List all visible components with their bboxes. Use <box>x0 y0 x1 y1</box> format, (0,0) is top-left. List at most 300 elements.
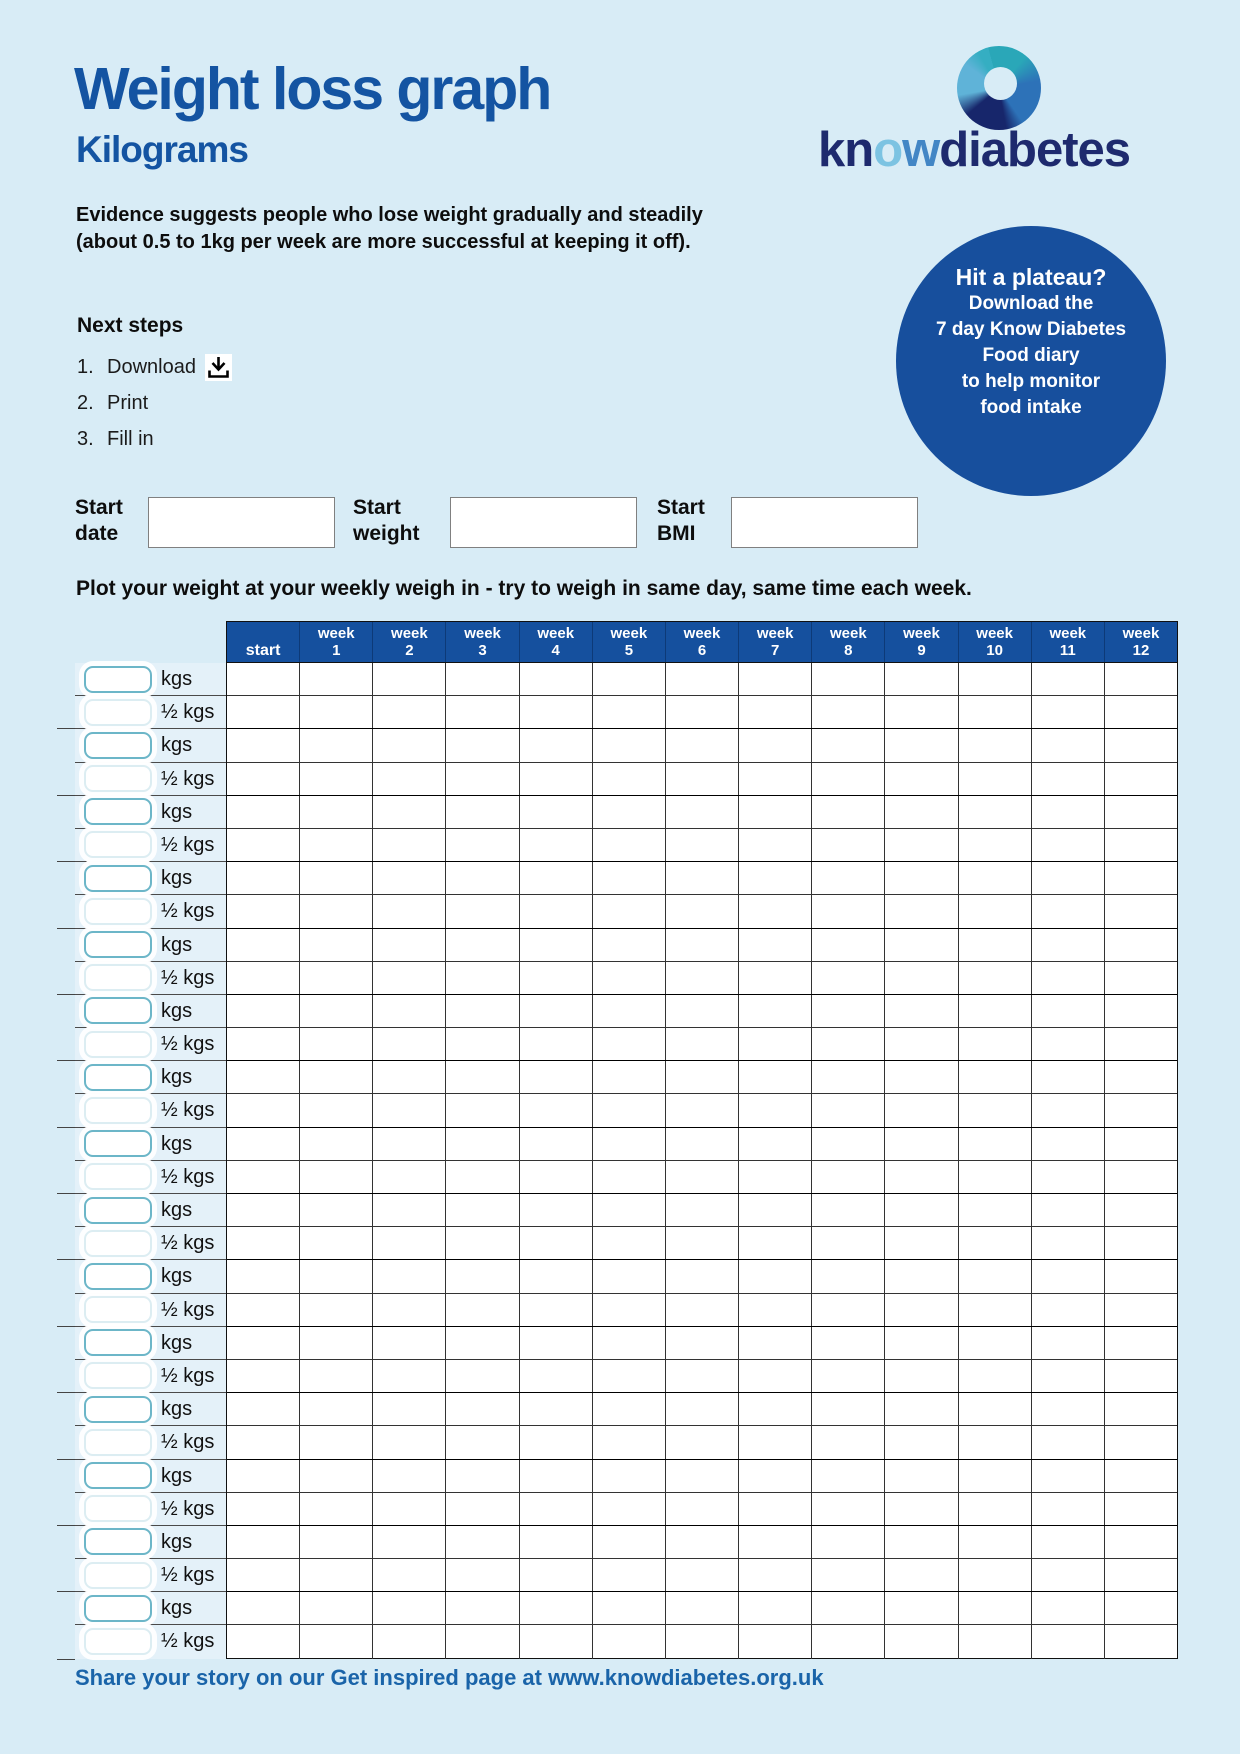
grid-cell[interactable] <box>300 1327 373 1359</box>
grid-cell[interactable] <box>300 829 373 861</box>
grid-cell[interactable] <box>1105 1360 1177 1392</box>
grid-cell[interactable] <box>739 1526 812 1558</box>
footer-link[interactable]: www.knowdiabetes.org.uk <box>548 1665 824 1690</box>
weight-value-input[interactable] <box>84 1130 152 1157</box>
grid-cell[interactable] <box>593 663 666 695</box>
grid-cell[interactable] <box>885 895 958 927</box>
grid-cell[interactable] <box>1032 796 1105 828</box>
grid-cell[interactable] <box>227 1327 300 1359</box>
grid-cell[interactable] <box>446 1028 519 1060</box>
grid-cell[interactable] <box>520 763 593 795</box>
grid-cell[interactable] <box>520 1460 593 1492</box>
grid-cell[interactable] <box>1105 1094 1177 1126</box>
grid-cell[interactable] <box>227 929 300 961</box>
grid-cell[interactable] <box>300 962 373 994</box>
grid-cell[interactable] <box>959 1360 1032 1392</box>
grid-cell[interactable] <box>520 1526 593 1558</box>
grid-cell[interactable] <box>885 763 958 795</box>
grid-cell[interactable] <box>300 862 373 894</box>
grid-cell[interactable] <box>227 1061 300 1093</box>
grid-cell[interactable] <box>885 1493 958 1525</box>
grid-cell[interactable] <box>1032 1260 1105 1292</box>
grid-cell[interactable] <box>739 1360 812 1392</box>
grid-cell[interactable] <box>593 1426 666 1458</box>
grid-cell[interactable] <box>520 1061 593 1093</box>
grid-cell[interactable] <box>739 1592 812 1624</box>
grid-cell[interactable] <box>1032 696 1105 728</box>
grid-cell[interactable] <box>885 995 958 1027</box>
grid-cell[interactable] <box>373 1028 446 1060</box>
grid-cell[interactable] <box>1032 1327 1105 1359</box>
grid-cell[interactable] <box>227 1426 300 1458</box>
grid-cell[interactable] <box>227 1526 300 1558</box>
grid-cell[interactable] <box>593 862 666 894</box>
grid-cell[interactable] <box>1105 829 1177 861</box>
grid-cell[interactable] <box>885 862 958 894</box>
grid-cell[interactable] <box>885 962 958 994</box>
weight-value-input[interactable] <box>84 1595 152 1622</box>
grid-cell[interactable] <box>885 1460 958 1492</box>
grid-cell[interactable] <box>739 1260 812 1292</box>
grid-cell[interactable] <box>593 1194 666 1226</box>
grid-cell[interactable] <box>1105 1592 1177 1624</box>
grid-cell[interactable] <box>812 1128 885 1160</box>
grid-cell[interactable] <box>812 862 885 894</box>
grid-cell[interactable] <box>812 1625 885 1658</box>
grid-cell[interactable] <box>959 995 1032 1027</box>
grid-cell[interactable] <box>959 763 1032 795</box>
weight-value-input[interactable] <box>84 798 152 825</box>
grid-cell[interactable] <box>520 1161 593 1193</box>
grid-cell[interactable] <box>300 895 373 927</box>
grid-cell[interactable] <box>300 729 373 761</box>
grid-cell[interactable] <box>1105 1526 1177 1558</box>
grid-cell[interactable] <box>959 696 1032 728</box>
grid-cell[interactable] <box>812 1493 885 1525</box>
grid-cell[interactable] <box>300 663 373 695</box>
grid-cell[interactable] <box>885 1526 958 1558</box>
grid-cell[interactable] <box>300 1061 373 1093</box>
weight-value-input[interactable] <box>84 1495 152 1522</box>
grid-cell[interactable] <box>1032 995 1105 1027</box>
grid-cell[interactable] <box>739 729 812 761</box>
grid-cell[interactable] <box>373 962 446 994</box>
grid-cell[interactable] <box>593 1592 666 1624</box>
grid-cell[interactable] <box>373 1360 446 1392</box>
grid-cell[interactable] <box>446 796 519 828</box>
grid-cell[interactable] <box>520 1128 593 1160</box>
weight-value-input[interactable] <box>84 1296 152 1323</box>
grid-cell[interactable] <box>520 1426 593 1458</box>
grid-cell[interactable] <box>520 696 593 728</box>
grid-cell[interactable] <box>446 862 519 894</box>
grid-cell[interactable] <box>1105 1625 1177 1658</box>
grid-cell[interactable] <box>300 1526 373 1558</box>
grid-cell[interactable] <box>227 1028 300 1060</box>
grid-cell[interactable] <box>593 1128 666 1160</box>
grid-cell[interactable] <box>300 1194 373 1226</box>
grid-cell[interactable] <box>446 1327 519 1359</box>
grid-cell[interactable] <box>520 862 593 894</box>
grid-cell[interactable] <box>885 1559 958 1591</box>
grid-cell[interactable] <box>666 1493 739 1525</box>
grid-cell[interactable] <box>1105 1493 1177 1525</box>
grid-cell[interactable] <box>666 929 739 961</box>
grid-cell[interactable] <box>666 1327 739 1359</box>
grid-cell[interactable] <box>593 1559 666 1591</box>
grid-cell[interactable] <box>520 1393 593 1425</box>
grid-cell[interactable] <box>593 1260 666 1292</box>
grid-cell[interactable] <box>373 1460 446 1492</box>
grid-cell[interactable] <box>812 1559 885 1591</box>
grid-cell[interactable] <box>520 895 593 927</box>
grid-cell[interactable] <box>520 1493 593 1525</box>
grid-cell[interactable] <box>812 1526 885 1558</box>
grid-cell[interactable] <box>666 1592 739 1624</box>
grid-cell[interactable] <box>1032 663 1105 695</box>
grid-cell[interactable] <box>446 1625 519 1658</box>
grid-cell[interactable] <box>300 1460 373 1492</box>
grid-cell[interactable] <box>959 862 1032 894</box>
grid-cell[interactable] <box>959 1460 1032 1492</box>
grid-cell[interactable] <box>300 1161 373 1193</box>
grid-cell[interactable] <box>373 663 446 695</box>
grid-cell[interactable] <box>1032 1625 1105 1658</box>
grid-cell[interactable] <box>227 1393 300 1425</box>
grid-cell[interactable] <box>812 1360 885 1392</box>
grid-cell[interactable] <box>520 1625 593 1658</box>
grid-cell[interactable] <box>227 663 300 695</box>
grid-cell[interactable] <box>373 1294 446 1326</box>
weight-value-input[interactable] <box>84 865 152 892</box>
grid-cell[interactable] <box>593 763 666 795</box>
grid-cell[interactable] <box>446 663 519 695</box>
grid-cell[interactable] <box>593 1327 666 1359</box>
grid-cell[interactable] <box>446 1094 519 1126</box>
grid-cell[interactable] <box>446 929 519 961</box>
grid-cell[interactable] <box>739 895 812 927</box>
weight-value-input[interactable] <box>84 964 152 991</box>
grid-cell[interactable] <box>300 1260 373 1292</box>
grid-cell[interactable] <box>885 1360 958 1392</box>
grid-cell[interactable] <box>666 663 739 695</box>
weight-value-input[interactable] <box>84 1197 152 1224</box>
grid-cell[interactable] <box>885 663 958 695</box>
grid-cell[interactable] <box>885 1592 958 1624</box>
grid-cell[interactable] <box>959 962 1032 994</box>
grid-cell[interactable] <box>959 1194 1032 1226</box>
grid-cell[interactable] <box>739 1094 812 1126</box>
grid-cell[interactable] <box>1032 1094 1105 1126</box>
weight-value-input[interactable] <box>84 997 152 1024</box>
grid-cell[interactable] <box>1032 1194 1105 1226</box>
grid-cell[interactable] <box>739 962 812 994</box>
grid-cell[interactable] <box>300 763 373 795</box>
grid-cell[interactable] <box>373 1625 446 1658</box>
grid-cell[interactable] <box>666 1260 739 1292</box>
grid-cell[interactable] <box>885 929 958 961</box>
grid-cell[interactable] <box>300 696 373 728</box>
grid-cell[interactable] <box>959 1559 1032 1591</box>
grid-cell[interactable] <box>227 696 300 728</box>
grid-cell[interactable] <box>739 796 812 828</box>
grid-cell[interactable] <box>446 895 519 927</box>
grid-cell[interactable] <box>227 1194 300 1226</box>
grid-cell[interactable] <box>593 796 666 828</box>
grid-cell[interactable] <box>739 1393 812 1425</box>
grid-cell[interactable] <box>227 1094 300 1126</box>
start-weight-input[interactable] <box>450 497 637 548</box>
grid-cell[interactable] <box>885 729 958 761</box>
grid-cell[interactable] <box>300 1393 373 1425</box>
grid-cell[interactable] <box>812 829 885 861</box>
grid-cell[interactable] <box>227 1161 300 1193</box>
grid-cell[interactable] <box>227 962 300 994</box>
weight-value-input[interactable] <box>84 1396 152 1423</box>
grid-cell[interactable] <box>1105 995 1177 1027</box>
grid-cell[interactable] <box>520 1294 593 1326</box>
grid-cell[interactable] <box>373 829 446 861</box>
grid-cell[interactable] <box>227 1460 300 1492</box>
weight-value-input[interactable] <box>84 765 152 792</box>
grid-cell[interactable] <box>1105 1294 1177 1326</box>
grid-cell[interactable] <box>227 1128 300 1160</box>
grid-cell[interactable] <box>520 729 593 761</box>
grid-cell[interactable] <box>1032 1227 1105 1259</box>
grid-cell[interactable] <box>593 995 666 1027</box>
grid-cell[interactable] <box>1105 962 1177 994</box>
grid-cell[interactable] <box>520 962 593 994</box>
grid-cell[interactable] <box>446 763 519 795</box>
grid-cell[interactable] <box>885 796 958 828</box>
grid-cell[interactable] <box>1105 862 1177 894</box>
grid-cell[interactable] <box>373 763 446 795</box>
grid-cell[interactable] <box>1032 763 1105 795</box>
grid-cell[interactable] <box>446 1526 519 1558</box>
grid-cell[interactable] <box>227 763 300 795</box>
grid-cell[interactable] <box>373 1592 446 1624</box>
grid-cell[interactable] <box>885 1227 958 1259</box>
grid-cell[interactable] <box>227 1294 300 1326</box>
grid-cell[interactable] <box>812 1592 885 1624</box>
grid-cell[interactable] <box>885 1327 958 1359</box>
weight-value-input[interactable] <box>84 1329 152 1356</box>
grid-cell[interactable] <box>812 1227 885 1259</box>
grid-cell[interactable] <box>739 763 812 795</box>
grid-cell[interactable] <box>446 1061 519 1093</box>
grid-cell[interactable] <box>812 1194 885 1226</box>
grid-cell[interactable] <box>446 1161 519 1193</box>
grid-cell[interactable] <box>1032 895 1105 927</box>
grid-cell[interactable] <box>593 895 666 927</box>
weight-value-input[interactable] <box>84 1362 152 1389</box>
grid-cell[interactable] <box>959 796 1032 828</box>
grid-cell[interactable] <box>593 696 666 728</box>
grid-cell[interactable] <box>959 895 1032 927</box>
weight-value-input[interactable] <box>84 1263 152 1290</box>
weight-value-input[interactable] <box>84 1097 152 1124</box>
grid-cell[interactable] <box>812 1294 885 1326</box>
grid-cell[interactable] <box>1032 862 1105 894</box>
grid-cell[interactable] <box>373 1061 446 1093</box>
grid-cell[interactable] <box>227 729 300 761</box>
grid-cell[interactable] <box>593 1028 666 1060</box>
grid-cell[interactable] <box>959 1393 1032 1425</box>
grid-cell[interactable] <box>812 995 885 1027</box>
grid-cell[interactable] <box>739 1493 812 1525</box>
grid-cell[interactable] <box>1105 729 1177 761</box>
grid-cell[interactable] <box>593 1161 666 1193</box>
grid-cell[interactable] <box>300 1493 373 1525</box>
grid-cell[interactable] <box>885 1194 958 1226</box>
grid-cell[interactable] <box>300 1559 373 1591</box>
grid-cell[interactable] <box>959 1161 1032 1193</box>
grid-cell[interactable] <box>446 1260 519 1292</box>
grid-cell[interactable] <box>300 1094 373 1126</box>
grid-cell[interactable] <box>739 1460 812 1492</box>
grid-cell[interactable] <box>739 1161 812 1193</box>
grid-cell[interactable] <box>666 962 739 994</box>
grid-cell[interactable] <box>812 1161 885 1193</box>
grid-cell[interactable] <box>1032 1128 1105 1160</box>
grid-cell[interactable] <box>885 1294 958 1326</box>
grid-cell[interactable] <box>666 1294 739 1326</box>
grid-cell[interactable] <box>446 1592 519 1624</box>
grid-cell[interactable] <box>593 729 666 761</box>
grid-cell[interactable] <box>666 1526 739 1558</box>
grid-cell[interactable] <box>666 862 739 894</box>
grid-cell[interactable] <box>1105 1559 1177 1591</box>
grid-cell[interactable] <box>739 663 812 695</box>
grid-cell[interactable] <box>227 1360 300 1392</box>
grid-cell[interactable] <box>446 1128 519 1160</box>
grid-cell[interactable] <box>959 1625 1032 1658</box>
grid-cell[interactable] <box>520 1094 593 1126</box>
grid-cell[interactable] <box>446 1360 519 1392</box>
grid-cell[interactable] <box>1032 829 1105 861</box>
grid-cell[interactable] <box>666 696 739 728</box>
grid-cell[interactable] <box>666 1360 739 1392</box>
grid-cell[interactable] <box>812 1094 885 1126</box>
grid-cell[interactable] <box>1105 1393 1177 1425</box>
grid-cell[interactable] <box>1105 1128 1177 1160</box>
grid-cell[interactable] <box>1105 1460 1177 1492</box>
weight-value-input[interactable] <box>84 1462 152 1489</box>
grid-cell[interactable] <box>959 1061 1032 1093</box>
grid-cell[interactable] <box>227 796 300 828</box>
grid-cell[interactable] <box>666 1128 739 1160</box>
grid-cell[interactable] <box>1032 962 1105 994</box>
grid-cell[interactable] <box>959 1028 1032 1060</box>
grid-cell[interactable] <box>446 1294 519 1326</box>
weight-value-input[interactable] <box>84 1628 152 1655</box>
grid-cell[interactable] <box>666 1194 739 1226</box>
grid-cell[interactable] <box>1032 1526 1105 1558</box>
grid-cell[interactable] <box>812 1426 885 1458</box>
grid-cell[interactable] <box>812 1061 885 1093</box>
grid-cell[interactable] <box>812 895 885 927</box>
grid-cell[interactable] <box>446 1460 519 1492</box>
grid-cell[interactable] <box>1032 1592 1105 1624</box>
weight-value-input[interactable] <box>84 699 152 726</box>
grid-cell[interactable] <box>1105 929 1177 961</box>
grid-cell[interactable] <box>227 1493 300 1525</box>
grid-cell[interactable] <box>739 995 812 1027</box>
grid-cell[interactable] <box>373 895 446 927</box>
start-date-input[interactable] <box>148 497 335 548</box>
grid-cell[interactable] <box>446 962 519 994</box>
grid-cell[interactable] <box>959 1592 1032 1624</box>
grid-cell[interactable] <box>1105 1161 1177 1193</box>
grid-cell[interactable] <box>1032 1294 1105 1326</box>
grid-cell[interactable] <box>593 829 666 861</box>
grid-cell[interactable] <box>1032 1493 1105 1525</box>
grid-cell[interactable] <box>812 929 885 961</box>
grid-cell[interactable] <box>446 829 519 861</box>
grid-cell[interactable] <box>812 763 885 795</box>
grid-cell[interactable] <box>885 1260 958 1292</box>
grid-cell[interactable] <box>373 862 446 894</box>
grid-cell[interactable] <box>446 1393 519 1425</box>
grid-cell[interactable] <box>446 1559 519 1591</box>
grid-cell[interactable] <box>739 1194 812 1226</box>
grid-cell[interactable] <box>593 962 666 994</box>
grid-cell[interactable] <box>300 1128 373 1160</box>
grid-cell[interactable] <box>1032 1393 1105 1425</box>
grid-cell[interactable] <box>520 796 593 828</box>
grid-cell[interactable] <box>885 1161 958 1193</box>
grid-cell[interactable] <box>666 1559 739 1591</box>
grid-cell[interactable] <box>739 829 812 861</box>
grid-cell[interactable] <box>739 1625 812 1658</box>
grid-cell[interactable] <box>446 1227 519 1259</box>
grid-cell[interactable] <box>520 1592 593 1624</box>
grid-cell[interactable] <box>885 1426 958 1458</box>
weight-value-input[interactable] <box>84 666 152 693</box>
grid-cell[interactable] <box>373 1227 446 1259</box>
weight-value-input[interactable] <box>84 931 152 958</box>
grid-cell[interactable] <box>885 1625 958 1658</box>
grid-cell[interactable] <box>373 1161 446 1193</box>
grid-cell[interactable] <box>885 829 958 861</box>
grid-cell[interactable] <box>739 1294 812 1326</box>
grid-cell[interactable] <box>227 1260 300 1292</box>
grid-cell[interactable] <box>812 663 885 695</box>
grid-cell[interactable] <box>1032 1460 1105 1492</box>
weight-value-input[interactable] <box>84 1528 152 1555</box>
grid-cell[interactable] <box>1105 1061 1177 1093</box>
grid-cell[interactable] <box>666 763 739 795</box>
grid-cell[interactable] <box>520 1194 593 1226</box>
grid-cell[interactable] <box>812 729 885 761</box>
grid-cell[interactable] <box>666 1625 739 1658</box>
grid-cell[interactable] <box>446 995 519 1027</box>
grid-cell[interactable] <box>300 1294 373 1326</box>
grid-cell[interactable] <box>227 862 300 894</box>
grid-cell[interactable] <box>812 1393 885 1425</box>
grid-cell[interactable] <box>520 829 593 861</box>
grid-cell[interactable] <box>666 895 739 927</box>
grid-cell[interactable] <box>300 929 373 961</box>
grid-cell[interactable] <box>300 1360 373 1392</box>
grid-cell[interactable] <box>739 1327 812 1359</box>
grid-cell[interactable] <box>666 995 739 1027</box>
grid-cell[interactable] <box>373 1559 446 1591</box>
grid-cell[interactable] <box>1105 796 1177 828</box>
grid-cell[interactable] <box>520 929 593 961</box>
grid-cell[interactable] <box>373 696 446 728</box>
grid-cell[interactable] <box>812 1460 885 1492</box>
